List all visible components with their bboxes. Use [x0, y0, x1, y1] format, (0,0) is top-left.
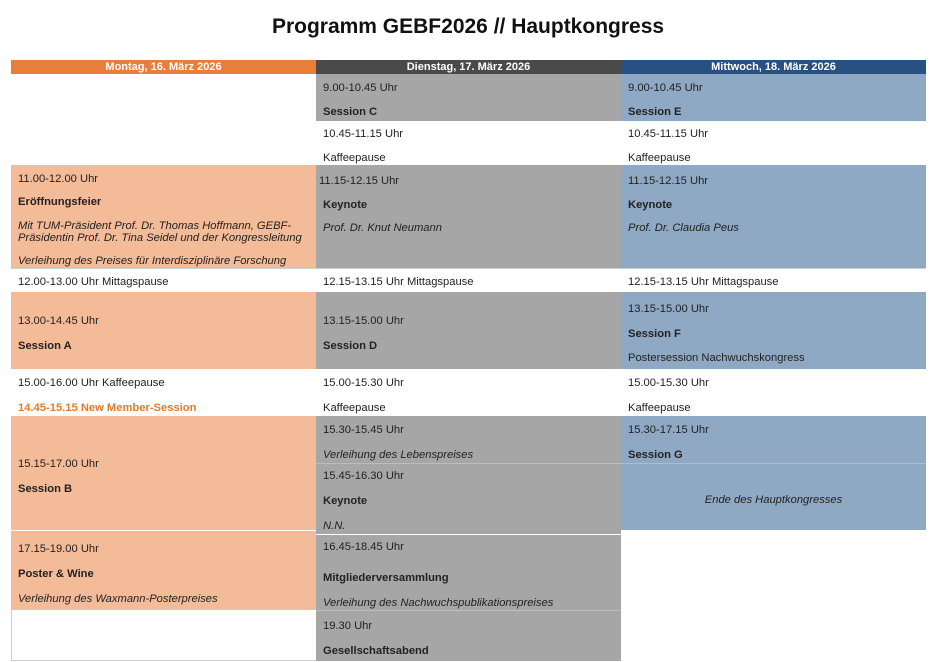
- wednesday-coffee1-slot: [621, 121, 926, 165]
- wednesday-lunch-slot: [621, 268, 926, 292]
- wednesday-keynote-speaker: Prof. Dr. Claudia Peus: [628, 222, 739, 234]
- tuesday-coffee2-slot: [316, 369, 621, 416]
- assembly-title: Mitgliederversammlung: [323, 572, 449, 584]
- session-d-title: Session D: [323, 340, 378, 352]
- wednesday-coffee2-time: 15.00-15.30 Uhr: [628, 377, 709, 389]
- session-e-time: 9.00-10.45 Uhr: [628, 82, 703, 94]
- award-time: 15.30-15.45 Uhr: [323, 424, 404, 436]
- session-b-time: 15.15-17.00 Uhr: [18, 458, 99, 470]
- session-c-title: Session C: [323, 106, 378, 118]
- wednesday-empty-evening: [621, 530, 926, 661]
- evening-time: 19.30 Uhr: [323, 620, 373, 632]
- monday-empty-morning: [11, 74, 316, 165]
- page-title: Programm GEBF2026 // Hauptkongress: [271, 15, 665, 38]
- end-of-congress: Ende des Hauptkongresses: [704, 494, 843, 506]
- wednesday-end-slot: [621, 463, 926, 530]
- tuesday-evening-slot: [316, 610, 621, 661]
- monday-coffee-slot: [11, 369, 316, 416]
- opening-desc-line2: Präsidentin Prof. Dr. Tina Seidel und der Kongressleitung: [18, 232, 302, 244]
- tuesday-coffee1-slot: [316, 121, 621, 165]
- tuesday-keynote1-slot: [316, 165, 621, 268]
- wednesday-coffee2-title: Kaffeepause: [628, 402, 691, 414]
- session-g-time: 15.30-17.15 Uhr: [628, 424, 709, 436]
- tuesday-coffee1-title: Kaffeepause: [323, 152, 386, 164]
- wednesday-keynote-title: Keynote: [628, 199, 673, 211]
- keynote2-speaker: N.N.: [323, 520, 346, 532]
- monday-coffee: 15.00-16.00 Uhr Kaffeepause: [18, 377, 165, 389]
- tuesday-coffee1-time: 10.45-11.15 Uhr: [323, 128, 404, 140]
- session-f-desc: Postersession Nachwuchskongress: [628, 352, 805, 364]
- award-title: Verleihung des Lebenspreises: [323, 449, 474, 461]
- session-g-title: Session G: [628, 449, 683, 461]
- new-member-session: 14.45-15.15 New Member-Session: [18, 402, 197, 414]
- header-monday: Montag, 16. März 2026: [11, 60, 316, 74]
- session-d-time: 13.15-15.00 Uhr: [323, 315, 404, 327]
- opening-time: 11.00-12.00 Uhr: [18, 173, 99, 185]
- poster-time: 17.15-19.00 Uhr: [18, 543, 99, 555]
- wednesday-session-g-slot: [621, 416, 926, 463]
- session-c-time: 9.00-10.45 Uhr: [323, 82, 398, 94]
- tuesday-lunch-slot: [316, 268, 621, 292]
- tuesday-award-slot: [316, 416, 621, 463]
- session-f-title: Session F: [628, 328, 681, 340]
- tuesday-keynote2-slot: [316, 463, 621, 534]
- tuesday-session-d-slot: [316, 292, 621, 369]
- tuesday-coffee2-title: Kaffeepause: [323, 402, 386, 414]
- evening-title: Gesellschaftsabend: [323, 645, 429, 657]
- monday-opening-slot: [11, 165, 316, 268]
- opening-desc-line3: Verleihung des Preises für Interdisziplinäre Forschung: [18, 255, 287, 267]
- wednesday-keynote-time: 11.15-12.15 Uhr: [628, 175, 709, 187]
- session-b-title: Session B: [18, 483, 73, 495]
- keynote2-time: 15.45-16.30 Uhr: [323, 470, 404, 482]
- session-a-title: Session A: [18, 340, 72, 352]
- assembly-time: 16.45-18.45 Uhr: [323, 541, 404, 553]
- opening-desc-line1: Mit TUM-Präsident Prof. Dr. Thomas Hoffmann, GEBF-: [18, 220, 292, 232]
- tuesday-session-c-slot: [316, 74, 621, 121]
- wednesday-session-f-slot: [621, 292, 926, 369]
- wednesday-session-e-slot: [621, 74, 926, 121]
- header-tuesday: Dienstag, 17. März 2026: [316, 60, 621, 74]
- opening-title: Eröffnungsfeier: [18, 196, 102, 208]
- keynote1-title: Keynote: [323, 199, 368, 211]
- wednesday-lunch: 12.15-13.15 Uhr Mittagspause: [628, 276, 779, 288]
- keynote2-title: Keynote: [323, 495, 368, 507]
- monday-lunch-slot: [11, 268, 316, 292]
- session-f-time: 13.15-15.00 Uhr: [628, 303, 709, 315]
- tuesday-assembly-slot: [316, 534, 621, 610]
- assembly-desc: Verleihung des Nachwuchspublikationspreises: [323, 597, 554, 609]
- tuesday-coffee2-time: 15.00-15.30 Uhr: [323, 377, 404, 389]
- monday-poster-slot: [11, 530, 316, 610]
- wednesday-coffee1-time: 10.45-11.15 Uhr: [628, 128, 709, 140]
- session-e-title: Session E: [628, 106, 682, 118]
- session-a-time: 13.00-14.45 Uhr: [18, 315, 99, 327]
- poster-desc: Verleihung des Waxmann-Posterpreises: [18, 593, 218, 605]
- keynote1-time: 11.15-12.15 Uhr: [319, 175, 400, 187]
- monday-lunch: 12.00-13.00 Uhr Mittagspause: [18, 276, 169, 288]
- monday-session-b-slot: [11, 416, 316, 530]
- poster-title: Poster & Wine: [18, 568, 94, 580]
- header-wednesday: Mittwoch, 18. März 2026: [621, 60, 926, 74]
- keynote1-speaker: Prof. Dr. Knut Neumann: [323, 222, 442, 234]
- wednesday-coffee2-slot: [621, 369, 926, 416]
- wednesday-keynote-slot: [621, 165, 926, 268]
- wednesday-coffee1-title: Kaffeepause: [628, 152, 691, 164]
- tuesday-lunch: 12.15-13.15 Uhr Mittagspause: [323, 276, 474, 288]
- monday-session-a-slot: [11, 292, 316, 369]
